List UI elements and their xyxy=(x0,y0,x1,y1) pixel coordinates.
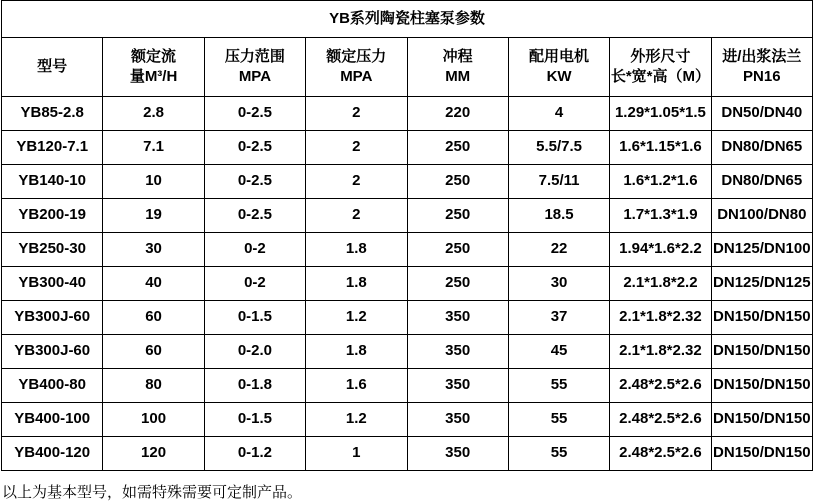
cell-flange: DN80/DN65 xyxy=(711,165,812,199)
table-row xyxy=(2,97,813,131)
cell-rated-pressure: 2 xyxy=(306,165,407,199)
table-title-row xyxy=(2,1,813,38)
cell-stroke: 350 xyxy=(407,437,508,471)
cell-stroke: 250 xyxy=(407,131,508,165)
cell-dimensions: 1.94*1.6*2.2 xyxy=(610,233,711,267)
cell-rated-flow: 60 xyxy=(103,335,204,369)
cell-rated-flow: 120 xyxy=(103,437,204,471)
cell-pressure-range: 0-1.5 xyxy=(204,403,305,437)
cell-rated-flow: 7.1 xyxy=(103,131,204,165)
cell-motor: 5.5/7.5 xyxy=(508,131,609,165)
column-header-model xyxy=(2,38,103,97)
cell-flange: DN150/DN150 xyxy=(711,301,812,335)
column-header-dimensions-line1: 外形尺寸 xyxy=(630,47,691,65)
cell-rated-flow: 40 xyxy=(103,267,204,301)
cell-pressure-range: 0-1.5 xyxy=(204,301,305,335)
column-header-rated-flow xyxy=(103,38,204,97)
cell-stroke: 350 xyxy=(407,369,508,403)
cell-rated-pressure: 1.2 xyxy=(306,301,407,335)
column-header-rated-flow-line2: 量M³/H xyxy=(129,68,178,85)
cell-dimensions: 1.6*1.15*1.6 xyxy=(610,131,711,165)
cell-flange: DN150/DN150 xyxy=(711,437,812,471)
cell-rated-flow: 19 xyxy=(103,199,204,233)
cell-flange: DN100/DN80 xyxy=(711,199,812,233)
cell-rated-flow: 30 xyxy=(103,233,204,267)
column-header-rated-pressure-line1: 额定压力 xyxy=(326,47,387,65)
cell-dimensions: 2.1*1.8*2.32 xyxy=(610,301,711,335)
cell-rated-flow: 100 xyxy=(103,403,204,437)
cell-model: YB200-19 xyxy=(2,199,103,233)
cell-stroke: 250 xyxy=(407,165,508,199)
cell-motor: 55 xyxy=(508,403,609,437)
cell-motor: 18.5 xyxy=(508,199,609,233)
cell-flange: DN150/DN150 xyxy=(711,403,812,437)
cell-model: YB120-7.1 xyxy=(2,131,103,165)
table-row xyxy=(2,437,813,471)
cell-dimensions: 1.7*1.3*1.9 xyxy=(610,199,711,233)
cell-model: YB250-30 xyxy=(2,233,103,267)
cell-stroke: 350 xyxy=(407,301,508,335)
cell-model: YB400-100 xyxy=(2,403,103,437)
cell-stroke: 250 xyxy=(407,267,508,301)
column-header-dimensions xyxy=(610,38,711,97)
cell-rated-pressure: 1 xyxy=(306,437,407,471)
cell-motor: 55 xyxy=(508,369,609,403)
cell-rated-pressure: 1.8 xyxy=(306,335,407,369)
cell-motor: 7.5/11 xyxy=(508,165,609,199)
column-header-flange-line1: 进/出浆法兰 xyxy=(722,47,802,65)
cell-dimensions: 1.6*1.2*1.6 xyxy=(610,165,711,199)
page-title: YB系列陶瓷柱塞泵参数 xyxy=(2,1,813,38)
cell-dimensions: 2.1*1.8*2.2 xyxy=(610,267,711,301)
table-row xyxy=(2,369,813,403)
cell-rated-pressure: 1.8 xyxy=(306,267,407,301)
column-header-stroke xyxy=(407,38,508,97)
cell-rated-flow: 80 xyxy=(103,369,204,403)
table-row xyxy=(2,301,813,335)
table-header-row xyxy=(2,38,813,97)
cell-model: YB300-40 xyxy=(2,267,103,301)
cell-rated-pressure: 2 xyxy=(306,131,407,165)
column-header-rated-pressure-line2: MPA xyxy=(340,68,373,85)
cell-motor: 30 xyxy=(508,267,609,301)
cell-rated-flow: 60 xyxy=(103,301,204,335)
cell-pressure-range: 0-1.8 xyxy=(204,369,305,403)
cell-pressure-range: 0-2.5 xyxy=(204,165,305,199)
cell-flange: DN50/DN40 xyxy=(711,97,812,131)
column-header-flange-line2: PN16 xyxy=(743,68,781,85)
cell-motor: 22 xyxy=(508,233,609,267)
column-header-pressure-range-line1: 压力范围 xyxy=(224,47,285,65)
cell-flange: DN125/DN100 xyxy=(711,233,812,267)
footnote: 以上为基本型号，如需特殊需要可定制产品。 xyxy=(2,484,303,501)
cell-flange: DN125/DN125 xyxy=(711,267,812,301)
cell-dimensions: 2.1*1.8*2.32 xyxy=(610,335,711,369)
specification-table xyxy=(1,0,813,471)
cell-motor: 37 xyxy=(508,301,609,335)
table-row xyxy=(2,131,813,165)
cell-stroke: 220 xyxy=(407,97,508,131)
cell-rated-pressure: 2 xyxy=(306,97,407,131)
column-header-motor-line2: KW xyxy=(546,68,572,85)
cell-motor: 45 xyxy=(508,335,609,369)
cell-flange: DN80/DN65 xyxy=(711,131,812,165)
column-header-model-line1: 型号 xyxy=(37,57,68,75)
cell-pressure-range: 0-2 xyxy=(204,267,305,301)
cell-model: YB140-10 xyxy=(2,165,103,199)
cell-flange: DN150/DN150 xyxy=(711,335,812,369)
cell-motor: 55 xyxy=(508,437,609,471)
table-row xyxy=(2,267,813,301)
column-header-rated-flow-line1: 额定流 xyxy=(131,47,177,65)
cell-pressure-range: 0-1.2 xyxy=(204,437,305,471)
cell-pressure-range: 0-2.5 xyxy=(204,131,305,165)
column-header-motor xyxy=(508,38,609,97)
cell-model: YB400-120 xyxy=(2,437,103,471)
column-header-stroke-line2: MM xyxy=(445,68,471,85)
cell-rated-pressure: 2 xyxy=(306,199,407,233)
cell-pressure-range: 0-2.5 xyxy=(204,199,305,233)
cell-pressure-range: 0-2.5 xyxy=(204,97,305,131)
table-row xyxy=(2,199,813,233)
table-row xyxy=(2,165,813,199)
column-header-rated-pressure xyxy=(306,38,407,97)
column-header-pressure-range-line2: MPA xyxy=(238,68,272,85)
cell-stroke: 250 xyxy=(407,233,508,267)
cell-pressure-range: 0-2 xyxy=(204,233,305,267)
cell-model: YB300J-60 xyxy=(2,335,103,369)
cell-pressure-range: 0-2.0 xyxy=(204,335,305,369)
cell-model: YB400-80 xyxy=(2,369,103,403)
column-header-motor-line1: 配用电机 xyxy=(529,47,590,65)
cell-dimensions: 2.48*2.5*2.6 xyxy=(610,403,711,437)
cell-motor: 4 xyxy=(508,97,609,131)
column-header-stroke-line1: 冲程 xyxy=(442,47,473,65)
cell-stroke: 250 xyxy=(407,199,508,233)
cell-flange: DN150/DN150 xyxy=(711,369,812,403)
table-row xyxy=(2,233,813,267)
cell-dimensions: 2.48*2.5*2.6 xyxy=(610,369,711,403)
table-row xyxy=(2,403,813,437)
cell-stroke: 350 xyxy=(407,335,508,369)
table-row xyxy=(2,335,813,369)
cell-dimensions: 2.48*2.5*2.6 xyxy=(610,437,711,471)
cell-rated-pressure: 1.2 xyxy=(306,403,407,437)
cell-rated-pressure: 1.6 xyxy=(306,369,407,403)
cell-rated-flow: 10 xyxy=(103,165,204,199)
cell-rated-flow: 2.8 xyxy=(103,97,204,131)
column-header-flange xyxy=(711,38,812,97)
cell-model: YB85-2.8 xyxy=(2,97,103,131)
cell-stroke: 350 xyxy=(407,403,508,437)
cell-rated-pressure: 1.8 xyxy=(306,233,407,267)
column-header-dimensions-line2: 长*宽*高（M） xyxy=(610,68,711,85)
column-header-pressure-range xyxy=(204,38,305,97)
cell-model: YB300J-60 xyxy=(2,301,103,335)
cell-dimensions: 1.29*1.05*1.5 xyxy=(610,97,711,131)
